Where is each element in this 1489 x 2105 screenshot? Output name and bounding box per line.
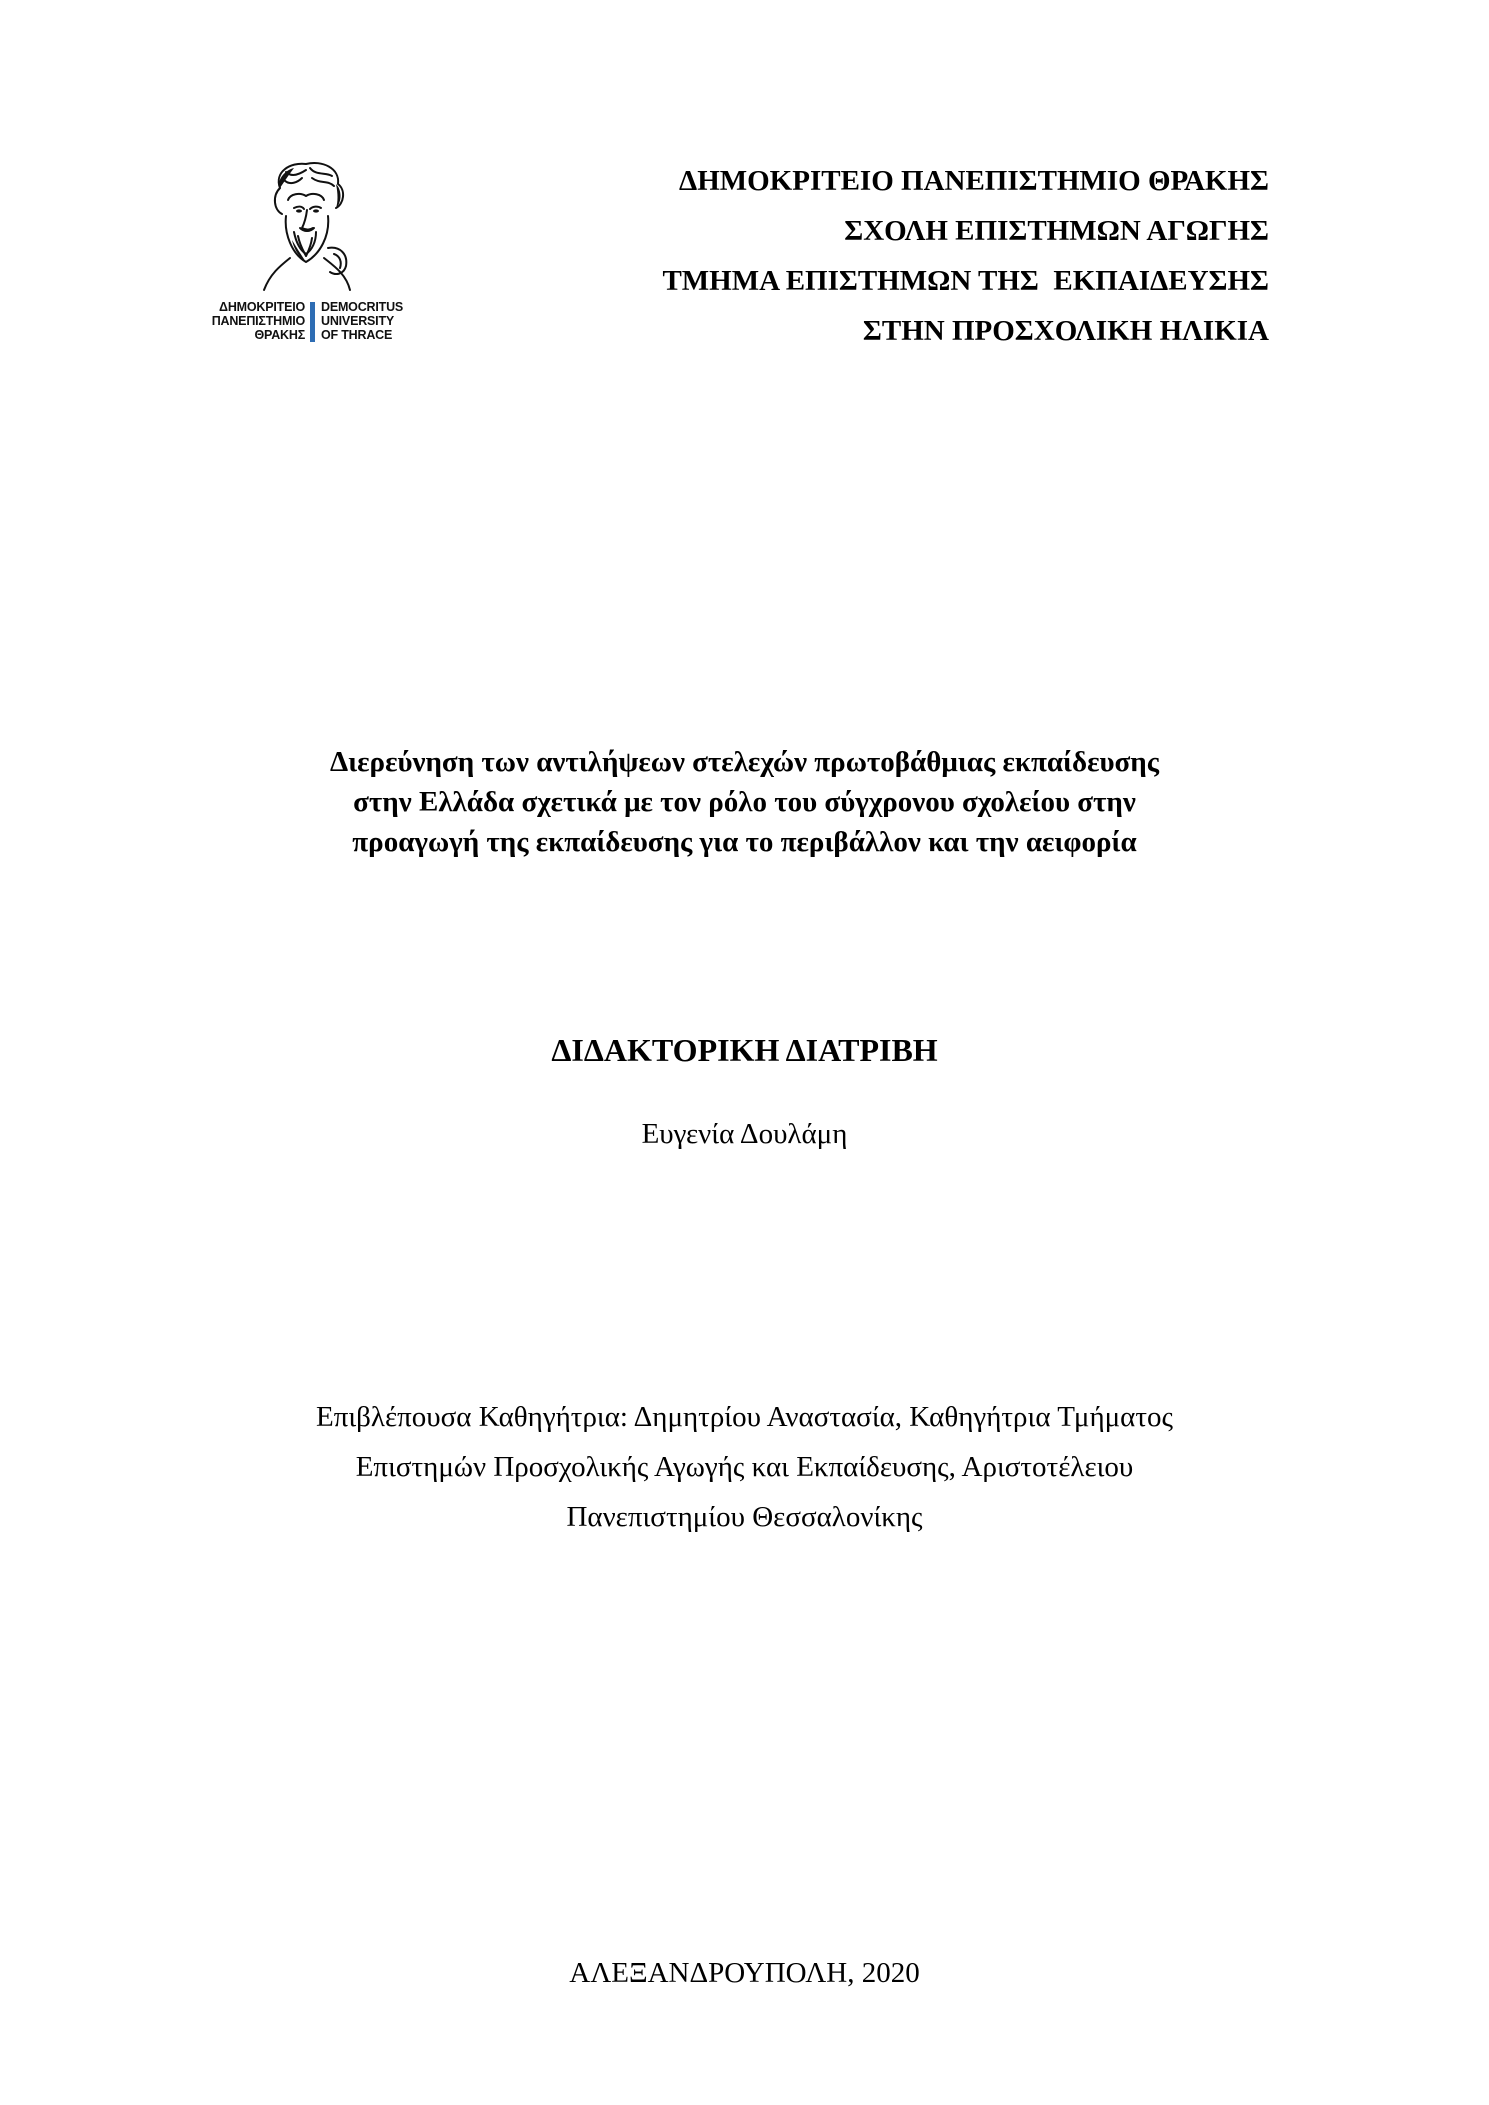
place-and-year: ΑΛΕΞΑΝΔΡΟΥΠΟΛΗ, 2020 — [569, 1957, 920, 1989]
logo-name-english — [321, 300, 403, 342]
logo-en-line: OF THRACE — [321, 328, 393, 342]
author-name: Ευγενία Δουλάμη — [641, 1118, 848, 1150]
thesis-title-line: προαγωγή της εκπαίδευσης για το περιβάλλον και την αειφορία — [352, 826, 1137, 858]
institution-header — [662, 156, 1269, 356]
logo-divider — [310, 302, 315, 342]
document-type: ΔΙΔΑΚΤΟΡΙΚΗ ΔΙΑΤΡΙΒΗ — [551, 1032, 938, 1068]
supervisor-line: Επιστημών Προσχολικής Αγωγής και Εκπαίδευσης, Αριστοτέλειου — [355, 1451, 1134, 1483]
university-logo — [190, 158, 430, 353]
democritus-portrait-icon — [250, 158, 362, 298]
thesis-title-line: Διερεύνηση των αντιλήψεων στελεχών πρωτοβάθμιας εκπαίδευσης — [329, 746, 1159, 778]
logo-gr-line: ΔΗΜΟΚΡΙΤΕΙΟ — [219, 300, 305, 314]
logo-gr-line: ΠΑΝΕΠΙΣΤΗΜΙΟ — [211, 314, 305, 328]
school-name: ΣΧΟΛΗ ΕΠΙΣΤΗΜΩΝ ΑΓΩΓΗΣ — [844, 215, 1269, 247]
department-name-line2: ΣΤΗΝ ΠΡΟΣΧΟΛΙΚΗ ΗΛΙΚΙΑ — [862, 315, 1269, 347]
logo-en-line: DEMOCRITUS — [321, 300, 404, 314]
department-name-line1: ΤΜΗΜΑ ΕΠΙΣΤΗΜΩΝ ΤΗΣ ΕΚΠΑΙΔΕΥΣΗΣ — [662, 265, 1269, 297]
supervisor-line: Επιβλέπουσα Καθηγήτρια: Δημητρίου Αναστασία, Καθηγήτρια Τμήματος — [315, 1401, 1173, 1433]
thesis-title-line: στην Ελλάδα σχετικά με τον ρόλο του σύγχρονου σχολείου στην — [353, 786, 1136, 818]
logo-wordmark — [190, 300, 430, 350]
supervisor-line: Πανεπιστημίου Θεσσαλονίκης — [566, 1501, 923, 1533]
logo-name-greek — [212, 300, 305, 342]
logo-gr-line: ΘΡΑΚΗΣ — [254, 328, 305, 342]
supervisor-info — [150, 1392, 1339, 1542]
thesis-title — [150, 742, 1339, 862]
logo-en-line: UNIVERSITY — [321, 314, 395, 328]
university-name: ΔΗΜΟΚΡΙΤΕΙΟ ΠΑΝΕΠΙΣΤΗΜΙΟ ΘΡΑΚΗΣ — [679, 165, 1269, 197]
